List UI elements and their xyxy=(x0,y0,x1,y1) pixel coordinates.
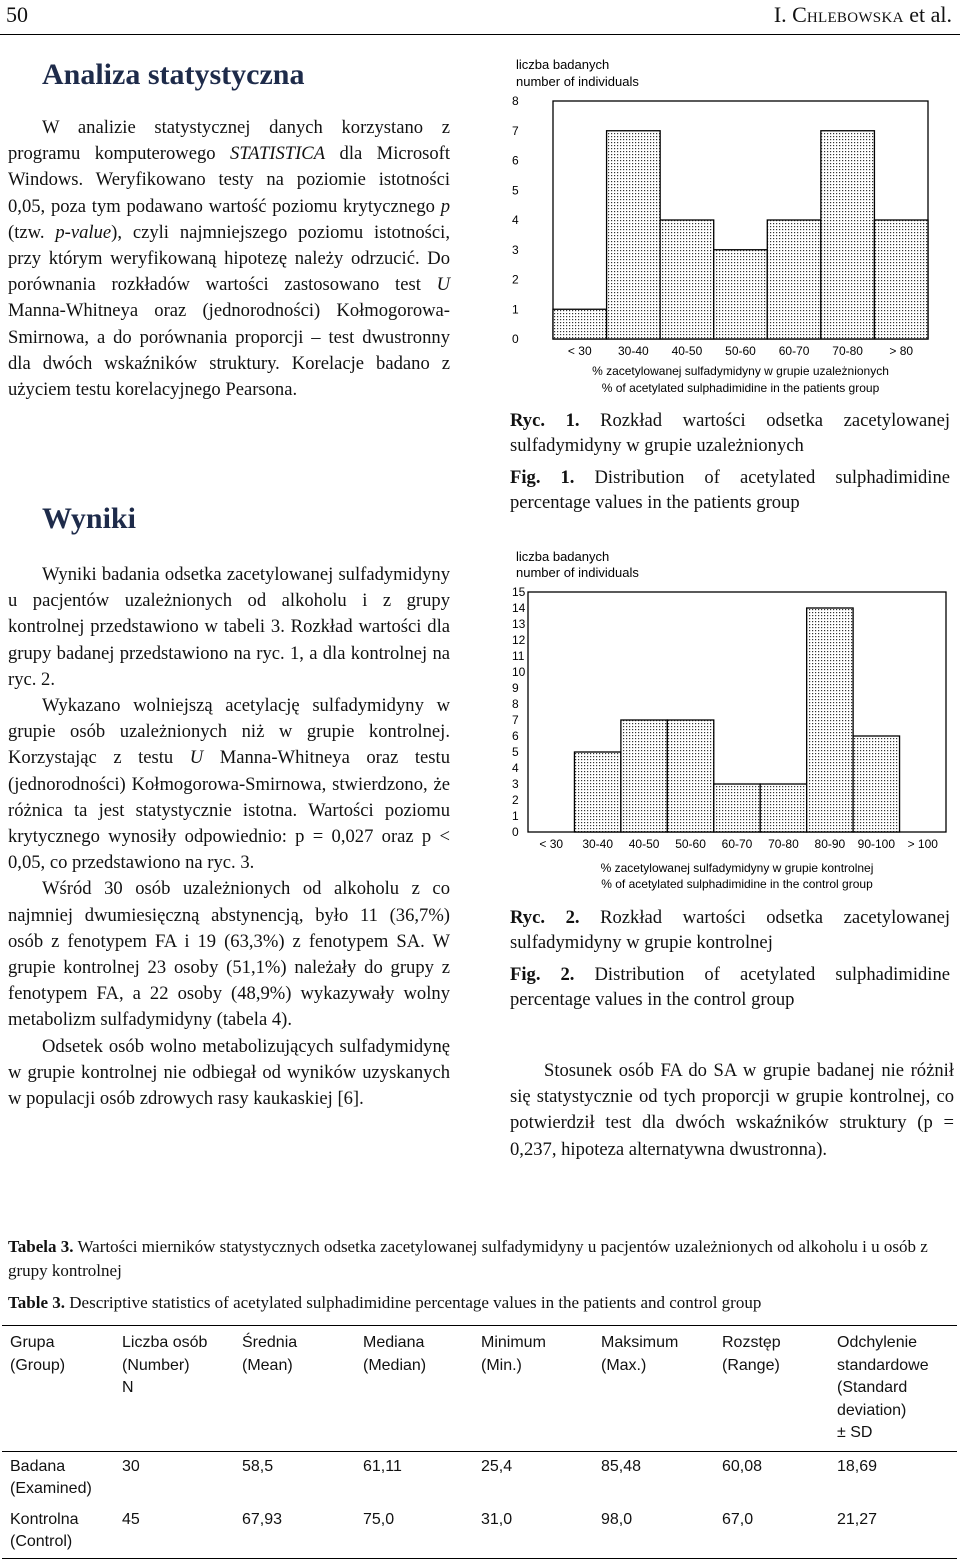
table-cell: 85,48 xyxy=(601,1457,642,1475)
running-head xyxy=(0,0,960,35)
histogram-control xyxy=(500,543,950,895)
table-cell: 75,0 xyxy=(363,1510,395,1528)
table-header-line: Maksimum xyxy=(601,1334,679,1351)
x-tick-label: 50-60 xyxy=(675,837,706,851)
table-cell-line: (Examined) xyxy=(10,1480,92,1497)
figure-1 xyxy=(500,52,950,397)
histogram-bar xyxy=(853,736,899,832)
x-tick-label: 30-40 xyxy=(618,344,649,358)
results-paragraph-1: Wyniki badania odsetka zacetylowanej sulfadymidyny u pacjentów uzależnionych od alkoholu i z grupy kontrolnej przedstawiono w tabeli 3. Rozkład wartości dla grupy badanej przedstawiono na ryc. 1, a dla kontrolnej na ryc. 2. xyxy=(8,564,450,690)
x-tick-label: 40-50 xyxy=(628,837,660,851)
table-header-cell xyxy=(2,1326,114,1452)
histogram-bar xyxy=(821,131,875,339)
y-tick-label: 8 xyxy=(512,94,519,108)
y-tick-label: 15 xyxy=(512,585,526,599)
table-caption-en: Table 3. Descriptive statistics of acetylated sulphadimidine percentage values in the patients and control group xyxy=(8,1293,762,1312)
histogram-bar xyxy=(807,608,853,832)
x-tick-label: 70-80 xyxy=(832,344,863,358)
table-row xyxy=(2,1505,957,1559)
y-tick-label: 12 xyxy=(512,633,526,647)
y-tick-label: 10 xyxy=(512,665,526,679)
analysis-paragraph xyxy=(8,115,450,403)
x-axis-label: % zacetylowanej sulfadymidyny w grupie kontrolnej xyxy=(600,861,874,875)
table-header-cell xyxy=(355,1326,473,1452)
table-header-cell xyxy=(234,1326,355,1452)
x-tick-label: 60-70 xyxy=(721,837,753,851)
y-axis-label-en: number of individuals xyxy=(516,565,639,580)
table-cell: 21,27 xyxy=(837,1510,878,1528)
table-cell: 98,0 xyxy=(601,1510,633,1528)
table-header-line: N xyxy=(122,1379,134,1396)
table-cell: 60,08 xyxy=(722,1457,763,1475)
table-cell: 58,5 xyxy=(242,1457,274,1475)
table-body xyxy=(2,1451,957,1558)
x-tick-label: < 30 xyxy=(567,344,592,358)
y-tick-label: 0 xyxy=(512,332,519,346)
running-head-authors xyxy=(774,2,952,28)
table-header-line: (Median) xyxy=(363,1356,427,1374)
x-axis-label: % zacetylowanej sulfadymidyny w grupie uzależnionych xyxy=(592,364,889,378)
analysis-text: W analizie statystycznej danych korzystano z programu komputerowego STATISTICA dla Microsoft Windows. Weryfikowano testy na poziomie istotności 0,05, poza tym podawano wartość poziomu krytycznego p (tzw. p-value), czyli najmniejszego poziomu istotności, przy którym weryfikowaną hipotezę należy odrzucić. Do porównania rozkładów wartości zastosowano test U Manna-Whitneya oraz (jednorodności) Kołmogorowa-Smirnowa, a do porównania proporcji – test dwustronny dla dwóch wskaźników struktury. Korelacje badano z użyciem testu korelacyjnego Pearsona. xyxy=(8,117,451,401)
y-tick-label: 5 xyxy=(512,745,519,759)
y-tick-label: 14 xyxy=(512,601,526,615)
table-header-line: (Range) xyxy=(722,1356,780,1374)
results-section xyxy=(8,562,450,1112)
table-cell: 67,93 xyxy=(242,1510,283,1528)
histogram-bar xyxy=(607,131,661,339)
table-header-line: (Number) xyxy=(122,1356,190,1374)
y-axis-label: liczba badanych xyxy=(516,57,610,72)
page-number: 50 xyxy=(6,2,28,27)
table-header-line: Mediana xyxy=(363,1334,425,1351)
y-tick-label: 3 xyxy=(512,777,519,791)
y-tick-label: 2 xyxy=(512,272,519,287)
histogram-bar xyxy=(760,784,806,832)
y-tick-label: 6 xyxy=(512,153,519,168)
table-cell: 31,0 xyxy=(481,1510,513,1528)
table-cell-line: Badana xyxy=(10,1457,66,1475)
table-cell: 30 xyxy=(122,1457,140,1475)
table-header-cell xyxy=(829,1326,957,1452)
table-header-line: (Group) xyxy=(10,1356,66,1374)
y-tick-label: 5 xyxy=(512,183,519,198)
y-tick-label: 4 xyxy=(512,761,519,775)
table-cell: 18,69 xyxy=(837,1457,878,1475)
heading-analysis: Analiza statystyczna xyxy=(42,58,305,91)
y-tick-label: 8 xyxy=(512,697,519,711)
figure-2-caption-pl: Ryc. 2. Rozkład wartości odsetka zacetylowanej sulfadymidyny w grupie kontrolnej xyxy=(510,907,950,953)
table-header-cell xyxy=(114,1326,234,1452)
table-header-line: ± SD xyxy=(837,1424,873,1441)
table-header-line: (Standard xyxy=(837,1379,908,1396)
table-header-line: standardowe xyxy=(837,1356,929,1374)
y-tick-label: 4 xyxy=(512,213,519,227)
histogram-bar xyxy=(553,309,607,339)
y-tick-label: 0 xyxy=(512,825,519,839)
y-tick-label: 7 xyxy=(512,123,519,138)
table-header-line: Grupa xyxy=(10,1334,55,1351)
y-tick-label: 9 xyxy=(512,681,519,695)
author-suffix: et al. xyxy=(903,2,952,27)
y-tick-label: 11 xyxy=(512,649,525,663)
table-header-cell xyxy=(714,1326,829,1452)
table-row xyxy=(2,1451,957,1505)
histogram-bar xyxy=(874,220,928,339)
histogram-bar xyxy=(714,784,760,832)
table-header-line: Minimum xyxy=(481,1334,546,1351)
y-tick-label: 6 xyxy=(512,729,519,743)
figure-2 xyxy=(500,543,950,895)
x-tick-label: 40-50 xyxy=(671,344,703,358)
table-header-line: (Min.) xyxy=(481,1356,522,1374)
x-tick-label: > 80 xyxy=(889,344,914,358)
results-paragraph-4: Odsetek osób wolno metabolizujących sulfadymidynę w grupie kontrolnej nie odbiegał od wyników uzyskanych w populacji osób zdrowych rasy kaukaskiej [6]. xyxy=(8,1035,450,1110)
figure-2-caption-en: Fig. 2. Distribution of acetylated sulphadimidine percentage values in the control group xyxy=(510,964,950,1010)
results-paragraph-2: Wykazano wolniejszą acetylację sulfadymidyny w grupie osób uzależnionych niż w grupie kontrolnej. Korzystając z testu U Manna-Whitneya oraz testu (jednorodności) Kołmogorowa-Smirnowa, stwierdzono, że różnica ta jest statystycznie istotna. Wartości poziomu krytycznego wynosiły odpowiednio: p = 0,027 oraz p < 0,05, co przedstawiono na ryc. 3. xyxy=(8,695,450,874)
y-tick-label: 13 xyxy=(512,617,526,631)
author-surname: HLEBOWSKA xyxy=(806,10,904,26)
y-axis-label-en: number of individuals xyxy=(516,74,639,89)
y-tick-label: 1 xyxy=(512,302,519,317)
histogram-bar xyxy=(667,720,713,832)
figure-1-caption-en: Fig. 1. Distribution of acetylated sulphadimidine percentage values in the patients group xyxy=(510,467,950,513)
x-tick-label: 30-40 xyxy=(582,837,614,851)
y-tick-label: 1 xyxy=(512,809,519,823)
y-tick-label: 3 xyxy=(512,242,519,257)
x-axis-label-en: % of acetylated sulphadimidine in the control group xyxy=(601,877,873,891)
table-cell: 25,4 xyxy=(481,1457,513,1475)
table-header-line: Liczba osób xyxy=(122,1334,208,1351)
histogram-bar xyxy=(621,720,667,832)
histogram-bar xyxy=(574,752,620,832)
histogram-bar xyxy=(660,220,714,339)
table-header-cell xyxy=(593,1326,714,1452)
histogram-patients xyxy=(500,52,950,397)
table-cell: 61,11 xyxy=(363,1457,402,1475)
closing-paragraph: Stosunek osób FA do SA w grupie badanej nie różnił się statystycznie od tych proporcji w grupie kontrolnej, co potwierdził test dla dwóch wskaźników struktury (p = 0,237, hipoteza alternatywna dwustronna). xyxy=(510,1060,954,1160)
x-axis-label-en: % of acetylated sulphadimidine in the patients group xyxy=(601,381,880,395)
x-tick-label: 80-90 xyxy=(814,837,846,851)
table-cell-line: (Control) xyxy=(10,1533,73,1550)
table-header-cell xyxy=(473,1326,593,1452)
table-header-line: (Max.) xyxy=(601,1356,647,1374)
histogram-bar xyxy=(767,220,821,339)
heading-results: Wyniki xyxy=(42,502,136,535)
y-tick-label: 2 xyxy=(512,793,519,807)
table-caption-pl: Tabela 3. Wartości mierników statystycznych odsetka zacetylowanej sulfadymidyny u pacjentów uzależnionych od alkoholu i u osób z grupy kontrolnej xyxy=(8,1237,928,1280)
x-tick-label: 90-100 xyxy=(857,837,896,851)
table-header-line: Odchylenie xyxy=(837,1334,918,1351)
table-header-line: deviation) xyxy=(837,1401,907,1419)
table-cell-line: Kontrolna xyxy=(10,1510,79,1528)
table-header-row xyxy=(2,1326,957,1452)
table-header-line: Rozstęp xyxy=(722,1334,781,1351)
y-axis-label: liczba badanych xyxy=(516,549,610,564)
statistics-table xyxy=(2,1325,957,1559)
y-tick-label: 7 xyxy=(512,713,519,727)
x-tick-label: < 30 xyxy=(539,837,564,851)
table-cell xyxy=(2,1505,114,1559)
author-initial: I. C xyxy=(773,2,807,27)
table-cell: 67,0 xyxy=(722,1510,754,1528)
table-cell xyxy=(2,1451,114,1505)
x-tick-label: > 100 xyxy=(907,837,938,851)
table-cell: 45 xyxy=(122,1510,140,1528)
x-tick-label: 50-60 xyxy=(725,344,756,358)
x-tick-label: 70-80 xyxy=(768,837,799,851)
figure-1-caption-pl: Ryc. 1. Rozkład wartości odsetka zacetylowanej sulfadymidyny w grupie uzależnionych xyxy=(510,410,950,456)
x-tick-label: 60-70 xyxy=(778,344,810,358)
table-header-line: (Mean) xyxy=(242,1356,293,1374)
results-paragraph-3: Wśród 30 osób uzależnionych od alkoholu z co najmniej dwumiesięczną abstynencją, było 11 (36,7%) osób z fenotypem FA i 19 (63,3%) z fenotypem SA. W grupie kontrolnej 23 osoby (51,1%) należały do grupy z fenotypem FA, a 22 osoby (48,9%) wykazywały wolny metabolizm sulfadymidyny (tabela 4). xyxy=(8,878,450,1031)
histogram-bar xyxy=(714,250,768,339)
table-header-line: Średnia xyxy=(242,1334,298,1351)
